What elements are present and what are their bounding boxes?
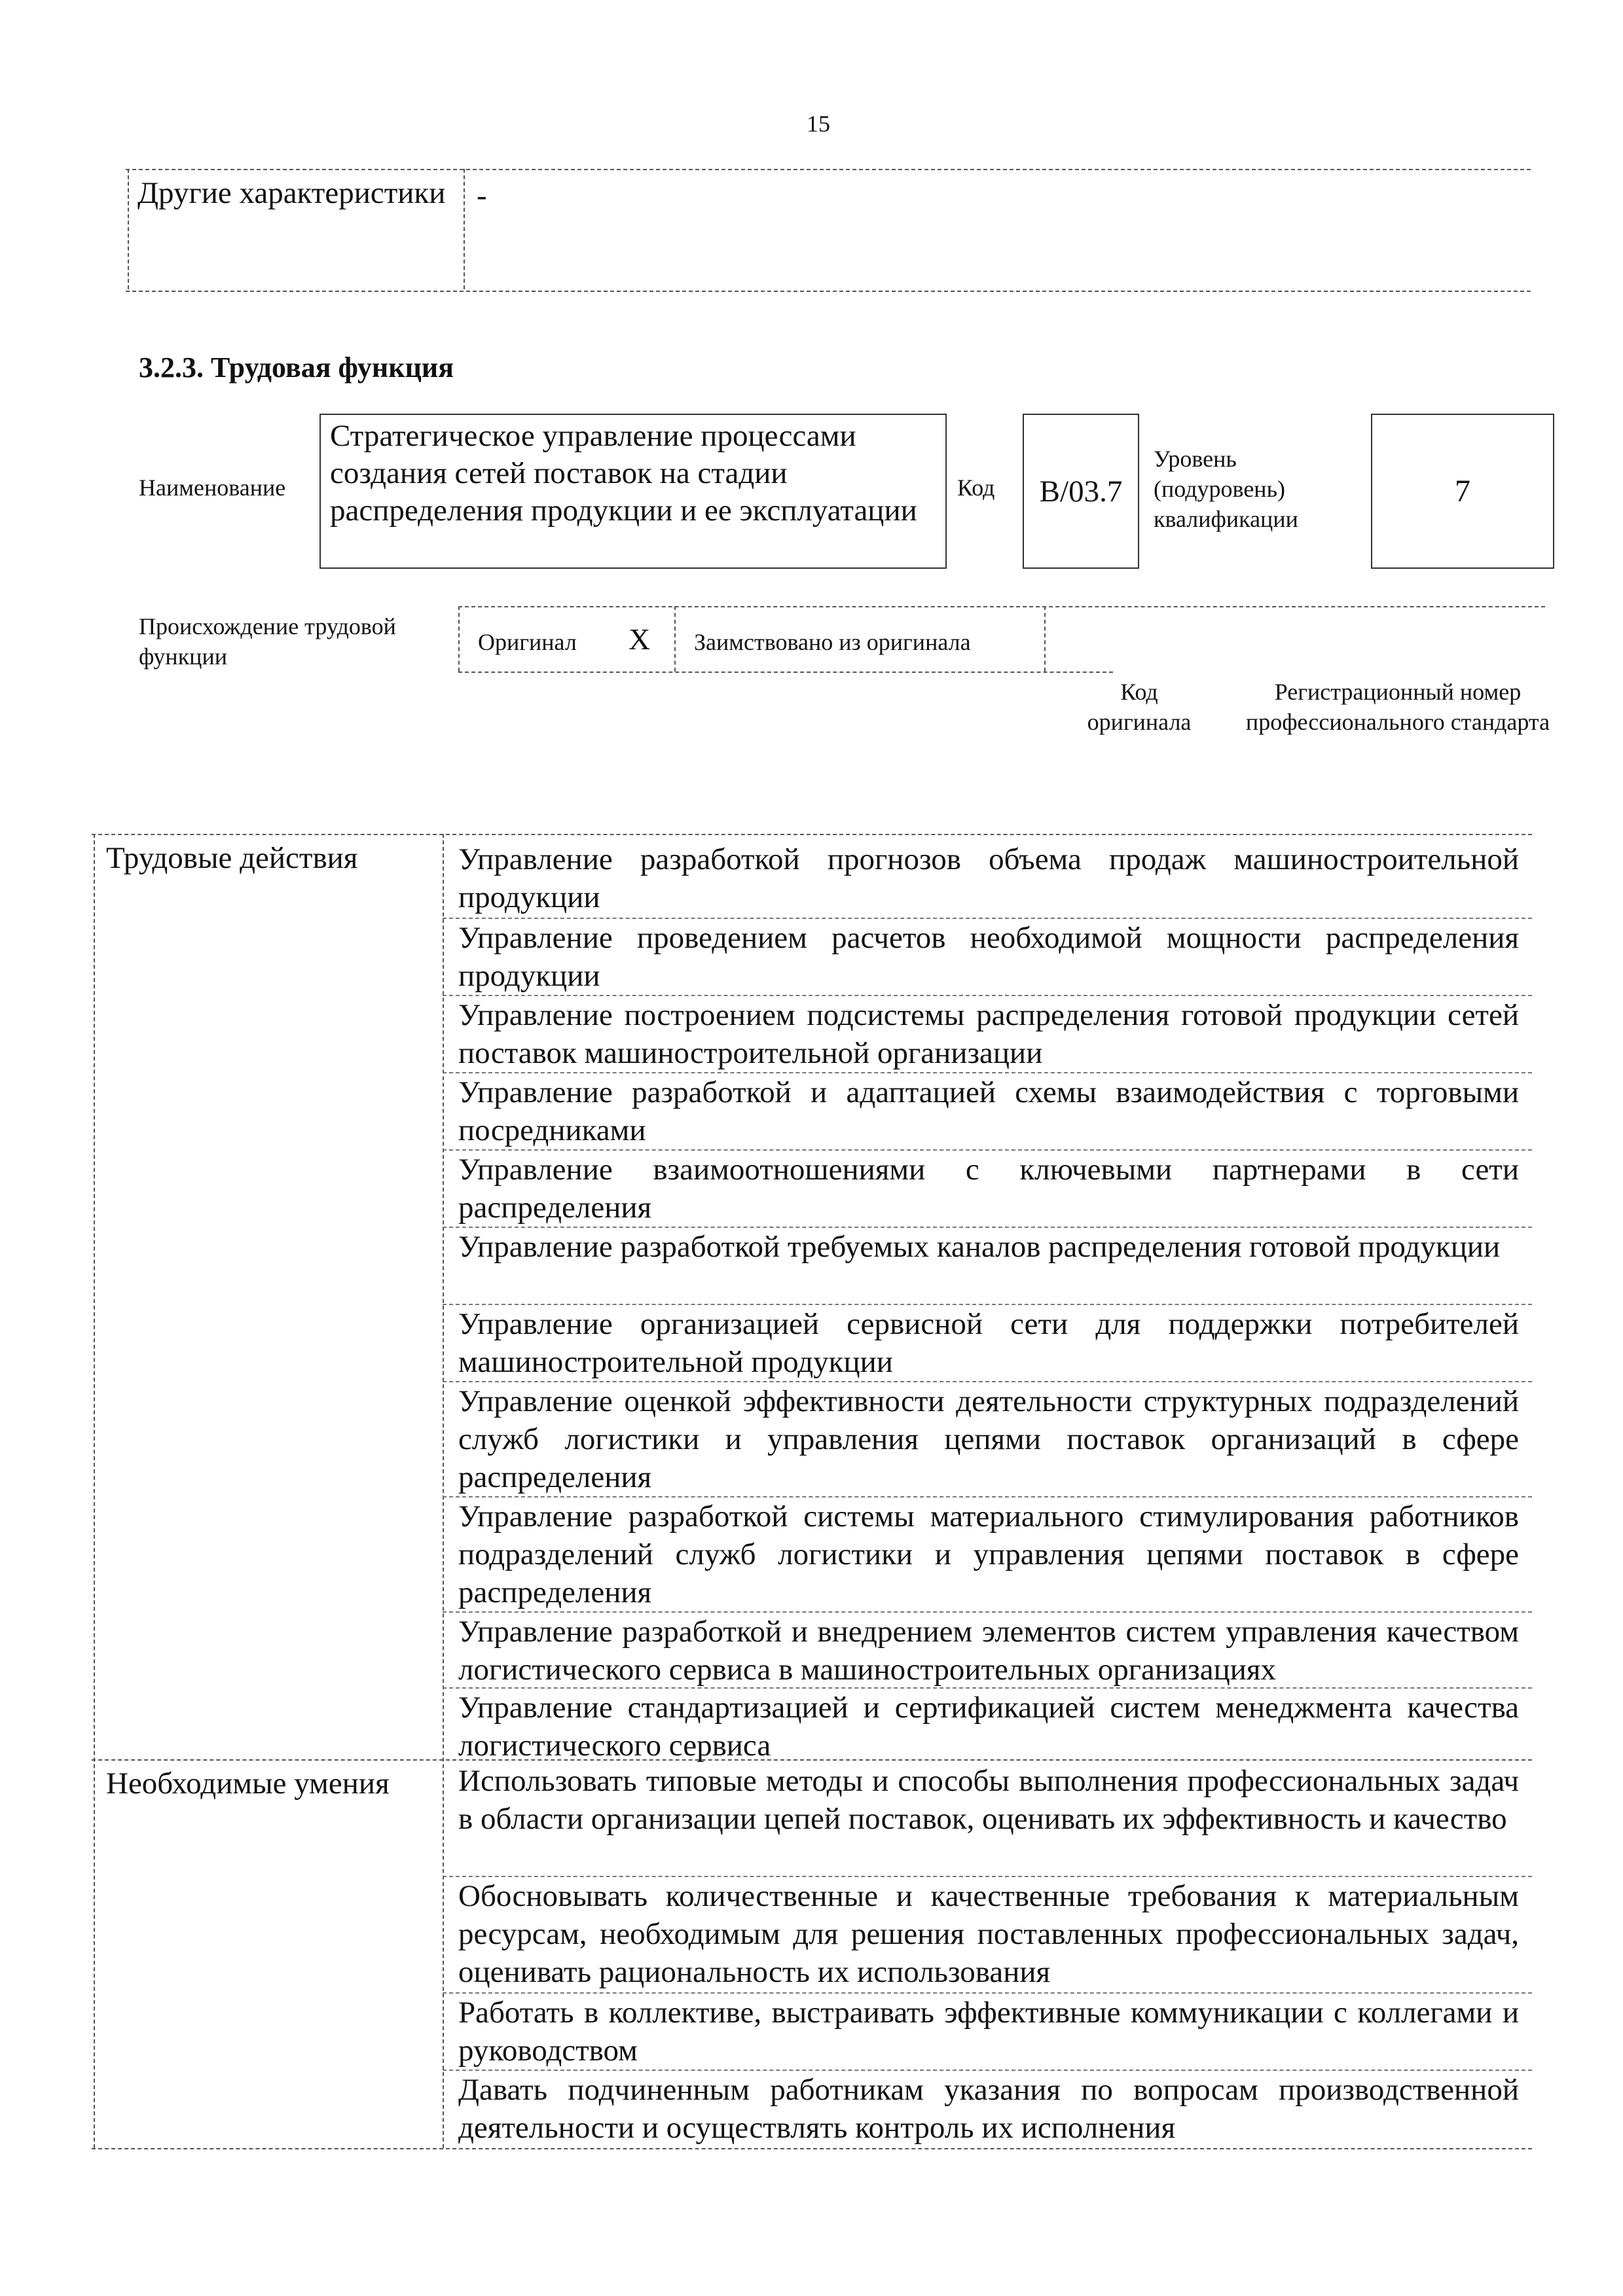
labor-action-item: Управление взаимоотношениями с ключевыми партнерами в сети распределения [458, 1153, 1519, 1225]
labor-action-item: Управление разработкой и внедрением элементов систем управления качеством логистического сервиса в машиностроительных организациях [458, 1615, 1519, 1687]
original-mark: X [629, 622, 651, 656]
skill-item: Работать в коллективе, выстраивать эффективные коммуникации с коллегами и руководством [458, 1996, 1519, 2068]
table-border [458, 672, 1113, 673]
table-border [464, 169, 465, 289]
labor-action-item: Управление оценкой эффективности деятельности структурных подразделений служб логистики и управления цепями поставок организаций в сфере распределения [458, 1384, 1519, 1494]
labor-action-item: Управление разработкой требуемых каналов распределения готовой продукции [458, 1230, 1501, 1264]
other-characteristics-value: - [477, 179, 487, 213]
labor-action-item: Управление разработкой прогнозов объема продаж машиностроительной продукции [458, 842, 1519, 914]
table-border [128, 169, 129, 289]
table-border [94, 834, 95, 2148]
page-number: 15 [807, 111, 830, 137]
skill-item: Использовать типовые методы и способы выполнения профессиональных задач в области организации цепей поставок, оценивать их эффективность и качество [458, 1764, 1519, 1836]
borrowed-option: Заимствовано из оригинала [694, 629, 971, 655]
function-name: Стратегическое управление процессами создания сетей поставок на стадии распределения продукции и ее эксплуатации [319, 414, 947, 569]
labor-action-item: Управление организацией сервисной сети для поддержки потребителей машиностроительной продукции [458, 1307, 1519, 1379]
registration-number-caption: Регистрационный номер профессионального стандарта [1245, 679, 1550, 735]
labor-action-item: Управление разработкой системы материального стимулирования работников подразделений служб логистики и управления цепями поставок в сфере распределения [458, 1499, 1519, 1609]
code-label: Код [957, 475, 995, 501]
original-option: Оригинал [478, 629, 577, 655]
section-heading: 3.2.3. Трудовая функция [139, 351, 454, 384]
table-border [92, 2148, 1532, 2149]
labor-action-item: Управление построением подсистемы распределения готовой продукции сетей поставок машиностроительной организации [458, 998, 1519, 1070]
table-border [458, 606, 460, 672]
labor-action-item: Управление стандартизацией и сертификацией систем менеджмента качества логистического сервиса [458, 1691, 1519, 1763]
qualification-level: 7 [1371, 414, 1554, 569]
labor-action-item: Управление разработкой и адаптацией схемы взаимодействия с торговыми посредниками [458, 1075, 1519, 1147]
skills-label: Необходимые умения [106, 1767, 390, 1801]
skill-item: Давать подчиненным работникам указания по вопросам производственной деятельности и осуществлять контроль их исполнения [458, 2073, 1519, 2145]
table-border [458, 606, 1545, 607]
table-border [92, 834, 1532, 835]
other-characteristics-label: Другие характеристики [137, 176, 446, 210]
labor-action-item: Управление проведением расчетов необходимой мощности распределения продукции [458, 921, 1519, 993]
original-code-caption: Код оригинала [1087, 679, 1192, 735]
table-border [674, 606, 676, 672]
table-border [443, 834, 444, 2148]
name-label: Наименование [139, 475, 286, 501]
level-label: Уровень (подуровень) квалификации [1154, 446, 1298, 532]
origin-label: Происхождение трудовой функции [139, 613, 396, 670]
function-code: B/03.7 [1023, 414, 1139, 569]
labor-actions-label: Трудовые действия [106, 841, 358, 875]
table-border [1044, 606, 1046, 672]
skill-item: Обосновывать количественные и качественные требования к материальным ресурсам, необходимым для решения поставленных профессиональных задач, оценивать рациональность их использования [458, 1879, 1519, 1989]
